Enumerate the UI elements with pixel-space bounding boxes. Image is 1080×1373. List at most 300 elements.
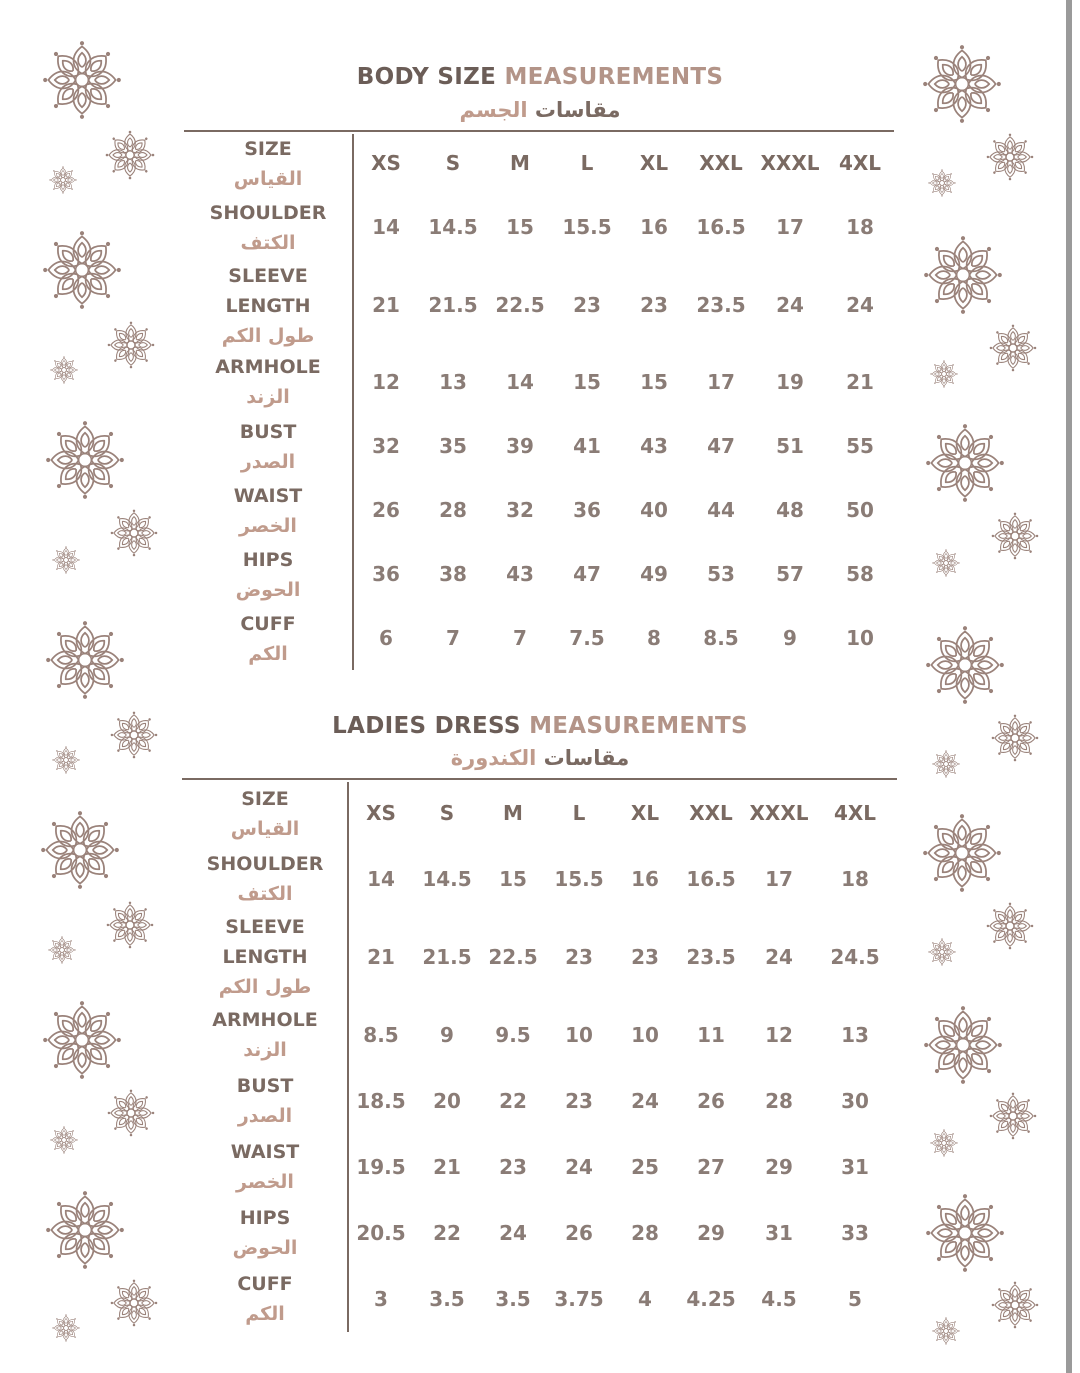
row-label-ar: الحوض — [232, 1237, 298, 1259]
row-label-waist — [193, 481, 343, 541]
ornament-petal — [63, 1330, 69, 1341]
ornament-petal — [108, 340, 127, 350]
table-cell: 7.5 — [569, 626, 605, 650]
ornament-petal — [63, 562, 69, 573]
ornament-petal — [1005, 930, 1015, 949]
ornament-petal — [1008, 1093, 1018, 1112]
table-cell: 21 — [846, 370, 874, 394]
ornament-petal — [46, 652, 78, 669]
body-table-column-rule — [352, 134, 354, 670]
dress-title-part2: MEASUREMENTS — [529, 713, 748, 739]
row-label-en: BUST — [239, 421, 297, 443]
table-cell: 14.5 — [428, 215, 478, 239]
table-cell: 23 — [631, 945, 659, 969]
size-header-xxxl: XXXL — [749, 801, 809, 825]
ornament-petal — [948, 1328, 959, 1334]
ornament-petal — [61, 356, 67, 367]
ornament-petal — [68, 1325, 79, 1331]
size-header-xxl: XXL — [699, 151, 743, 175]
dress-table-subtitle — [0, 746, 1080, 770]
ornament-petal — [939, 185, 945, 196]
row-label-bust — [193, 417, 343, 477]
table-cell: 3 — [374, 1287, 388, 1311]
ornament-petal — [1005, 903, 1015, 922]
table-cell: 14 — [506, 370, 534, 394]
ornament-petal — [77, 1236, 94, 1268]
ornament-petal — [957, 424, 974, 456]
table-cell: 10 — [565, 1023, 593, 1047]
body-subtitle-part1: الجسم — [459, 98, 528, 122]
table-cell: 4.25 — [686, 1287, 736, 1311]
table-cell: 31 — [765, 1221, 793, 1245]
table-cell: 47 — [573, 562, 601, 586]
table-cell: 22.5 — [488, 945, 538, 969]
table-cell: 22 — [433, 1221, 461, 1245]
ornament-petal — [107, 920, 126, 930]
table-cell: 13 — [439, 370, 467, 394]
row-label-ar: الكتف — [240, 232, 296, 254]
ornament-petal — [987, 152, 1006, 162]
row-label-en: WAIST — [233, 485, 303, 507]
row-label-en-line2: LENGTH — [225, 295, 311, 317]
table-cell: 8.5 — [703, 626, 739, 650]
table-cell: 43 — [506, 562, 534, 586]
row-label-en-line2: LENGTH — [222, 946, 308, 968]
table-cell: 18 — [841, 867, 869, 891]
ornament-petal — [88, 262, 120, 279]
ornament-petal — [1014, 921, 1033, 931]
table-cell: 21.5 — [428, 293, 478, 317]
ornament-petal — [74, 276, 91, 308]
dress-subtitle-part1: الكندورة — [450, 746, 537, 770]
row-label-shoulder — [193, 198, 343, 258]
floral-ornament-icon — [45, 420, 125, 504]
table-cell: 18.5 — [356, 1089, 406, 1113]
floral-ornament-icon — [40, 810, 120, 894]
ornament-petal — [134, 920, 153, 930]
ornament-petal — [928, 180, 939, 186]
ornament-petal — [955, 1006, 972, 1038]
row-label-hips — [193, 545, 343, 605]
table-cell: 29 — [697, 1221, 725, 1245]
table-cell: 24 — [631, 1089, 659, 1113]
row-label-shoulder — [190, 849, 340, 909]
row-label-en: SLEEVE — [225, 916, 305, 938]
table-cell: 21 — [367, 945, 395, 969]
row-label-ar: طول الكم — [221, 325, 315, 347]
ornament-petal — [129, 1280, 139, 1299]
ornament-petal — [939, 169, 945, 180]
row-label-en: BUST — [236, 1075, 294, 1097]
dress-table-top-rule — [182, 778, 897, 780]
ornament-petal — [969, 267, 1001, 284]
ornament-petal — [46, 452, 78, 469]
ornament-petal — [59, 952, 65, 963]
ornament-petal — [957, 1239, 974, 1271]
floral-ornament-icon — [52, 546, 80, 578]
table-cell: 22 — [499, 1089, 527, 1113]
table-cell: 7 — [513, 626, 527, 650]
ornament-petal — [990, 343, 1009, 353]
ornament-petal — [1019, 1300, 1038, 1310]
ornament-petal — [992, 1300, 1011, 1310]
table-cell: 28 — [439, 498, 467, 522]
ornament-petal — [106, 150, 126, 161]
ornament-petal — [129, 510, 139, 529]
table-cell: 47 — [707, 434, 735, 458]
row-label-sleeve — [190, 912, 340, 1002]
ornament-petal — [1017, 1111, 1036, 1121]
table-cell: 4.5 — [761, 1287, 797, 1311]
table-cell: 12 — [372, 370, 400, 394]
ornament-petal — [928, 949, 939, 955]
row-label-hips — [190, 1203, 340, 1263]
ornament-petal — [926, 1225, 958, 1242]
table-cell: 57 — [776, 562, 804, 586]
ornament-petal — [932, 1328, 943, 1334]
dress-table-column-rule — [347, 782, 349, 1332]
ornament-petal — [930, 371, 941, 377]
body-table-title — [0, 64, 1080, 90]
floral-ornament-icon — [932, 549, 960, 581]
table-cell: 36 — [573, 498, 601, 522]
ornament-petal — [50, 1137, 61, 1143]
table-cell: 41 — [573, 434, 601, 458]
floral-ornament-icon — [52, 1314, 80, 1346]
table-cell: 28 — [765, 1089, 793, 1113]
table-cell: 17 — [707, 370, 735, 394]
floral-ornament-icon — [989, 324, 1037, 376]
ornament-petal — [955, 281, 972, 313]
table-cell: 20 — [433, 1089, 461, 1113]
floral-ornament-icon — [925, 1193, 1005, 1277]
ornament-petal — [126, 349, 136, 368]
table-cell: 24 — [776, 293, 804, 317]
size-header-l: L — [580, 151, 594, 175]
size-header-xs: XS — [371, 151, 401, 175]
size-header-m: M — [503, 801, 523, 825]
table-cell: 19.5 — [356, 1155, 406, 1179]
row-label-ar: الخصر — [239, 515, 297, 537]
table-cell: 9.5 — [495, 1023, 531, 1047]
table-cell: 25 — [631, 1155, 659, 1179]
ornament-petal — [943, 549, 949, 560]
row-label-ar: الصدر — [240, 451, 296, 473]
ornament-petal — [992, 531, 1011, 541]
floral-ornament-icon — [930, 1129, 958, 1161]
table-cell: 6 — [379, 626, 393, 650]
table-cell: 17 — [776, 215, 804, 239]
floral-ornament-icon — [50, 356, 78, 388]
ornament-petal — [59, 936, 65, 947]
ornament-petal — [955, 236, 972, 268]
floral-ornament-icon — [986, 133, 1034, 185]
row-label-en: SHOULDER — [206, 853, 324, 875]
ornament-petal — [948, 560, 959, 566]
row-label-waist — [190, 1137, 340, 1197]
row-label-en: ARMHOLE — [215, 356, 321, 378]
ornament-petal — [91, 1222, 123, 1239]
size-header-xxl: XXL — [689, 801, 733, 825]
row-label-en: SLEEVE — [228, 265, 308, 287]
ornament-petal — [126, 1090, 136, 1109]
ornament-petal — [52, 1325, 63, 1331]
floral-ornament-icon — [930, 360, 958, 392]
ornament-petal — [126, 322, 136, 341]
floral-ornament-icon — [991, 512, 1039, 564]
floral-ornament-icon — [49, 166, 77, 198]
ornament-petal — [941, 376, 947, 387]
ornament-petal — [941, 360, 947, 371]
ornament-petal — [129, 1307, 139, 1326]
table-cell: 36 — [372, 562, 400, 586]
table-cell: 44 — [707, 498, 735, 522]
size-header-xl: XL — [630, 801, 660, 825]
row-label-cuff — [193, 609, 343, 669]
table-cell: 51 — [776, 434, 804, 458]
floral-ornament-icon — [50, 1126, 78, 1158]
dress-subtitle-part2: مقاسات — [543, 746, 630, 770]
table-cell: 19 — [776, 370, 804, 394]
table-cell: 53 — [707, 562, 735, 586]
row-label-ar: الخصر — [236, 1171, 294, 1193]
table-cell: 14 — [367, 867, 395, 891]
table-cell: 50 — [846, 498, 874, 522]
ornament-petal — [60, 166, 66, 177]
ornament-petal — [72, 811, 89, 843]
row-label-bust — [190, 1071, 340, 1131]
table-cell: 4 — [638, 1287, 652, 1311]
floral-ornament-icon — [925, 423, 1005, 507]
row-label-ar: الكتف — [237, 883, 293, 905]
body-title-part1: BODY SIZE — [356, 64, 497, 90]
table-cell: 3.5 — [429, 1287, 465, 1311]
table-cell: 23.5 — [686, 945, 736, 969]
table-cell: 9 — [440, 1023, 454, 1047]
row-label-ar: الحوض — [235, 579, 301, 601]
ornament-petal — [924, 1037, 956, 1054]
ornament-petal — [1008, 352, 1018, 371]
size-label-en: SIZE — [241, 788, 289, 810]
table-cell: 23 — [499, 1155, 527, 1179]
ornament-petal — [957, 626, 974, 658]
floral-ornament-icon — [932, 1317, 960, 1349]
size-header-m: M — [510, 151, 530, 175]
row-label-en: WAIST — [230, 1141, 300, 1163]
ornament-petal — [108, 1108, 127, 1118]
ornament-petal — [86, 842, 118, 859]
table-cell: 24 — [846, 293, 874, 317]
ornament-petal — [41, 842, 73, 859]
ornament-petal — [926, 455, 958, 472]
row-label-en: HIPS — [242, 549, 294, 571]
ornament-petal — [946, 371, 957, 377]
ornament-petal — [990, 1111, 1009, 1121]
floral-ornament-icon — [105, 130, 155, 184]
ornament-petal — [971, 455, 1003, 472]
table-cell: 15 — [499, 867, 527, 891]
ornament-petal — [971, 657, 1003, 674]
table-cell: 7 — [446, 626, 460, 650]
size-row-label — [190, 784, 340, 844]
table-cell: 24 — [499, 1221, 527, 1245]
ornament-petal — [46, 1222, 78, 1239]
ornament-petal — [74, 231, 91, 263]
ornament-petal — [1008, 325, 1018, 344]
table-cell: 26 — [565, 1221, 593, 1245]
size-header-xl: XL — [639, 151, 669, 175]
row-label-en: CUFF — [240, 613, 296, 635]
table-cell: 21.5 — [422, 945, 472, 969]
ornament-petal — [61, 372, 67, 383]
body-table-top-rule — [184, 130, 894, 132]
ornament-petal — [1010, 513, 1020, 532]
ornament-petal — [66, 1137, 77, 1143]
table-cell: 24.5 — [830, 945, 880, 969]
table-cell: 48 — [776, 498, 804, 522]
table-cell: 20.5 — [356, 1221, 406, 1245]
table-cell: 14.5 — [422, 867, 472, 891]
ornament-petal — [91, 452, 123, 469]
ornament-petal — [943, 1317, 949, 1328]
table-cell: 10 — [631, 1023, 659, 1047]
floral-ornament-icon — [106, 901, 154, 953]
ornament-petal — [1005, 134, 1015, 153]
ornament-petal — [1005, 161, 1015, 180]
size-label-en: SIZE — [244, 138, 292, 160]
ornament-petal — [1019, 531, 1038, 541]
ornament-petal — [125, 929, 135, 948]
ornament-petal — [77, 621, 94, 653]
table-cell: 24 — [765, 945, 793, 969]
ornament-petal — [66, 367, 77, 373]
ornament-petal — [944, 949, 955, 955]
table-cell: 11 — [697, 1023, 725, 1047]
ornament-petal — [957, 469, 974, 501]
ornament-petal — [111, 528, 130, 538]
ornament-petal — [61, 1126, 67, 1137]
ornament-petal — [939, 938, 945, 949]
table-cell: 38 — [439, 562, 467, 586]
size-label-ar: القياس — [233, 168, 303, 190]
table-cell: 15.5 — [562, 215, 612, 239]
row-label-ar: طول الكم — [218, 976, 312, 998]
ornament-petal — [134, 150, 154, 161]
table-cell: 24 — [565, 1155, 593, 1179]
ornament-petal — [957, 671, 974, 703]
body-title-part2: MEASUREMENTS — [504, 64, 724, 90]
floral-ornament-icon — [989, 1092, 1037, 1144]
ornament-petal — [129, 537, 139, 556]
ornament-petal — [955, 1051, 972, 1083]
table-cell: 55 — [846, 434, 874, 458]
floral-ornament-icon — [922, 813, 1002, 897]
ornament-petal — [135, 1108, 154, 1118]
table-cell: 39 — [506, 434, 534, 458]
ornament-petal — [63, 1314, 69, 1325]
table-cell: 28 — [631, 1221, 659, 1245]
table-cell: 15 — [573, 370, 601, 394]
size-header-s: S — [445, 151, 461, 175]
ornament-petal — [72, 856, 89, 888]
ornament-petal — [91, 652, 123, 669]
row-label-armhole — [193, 352, 343, 412]
ornament-petal — [138, 528, 157, 538]
table-cell: 58 — [846, 562, 874, 586]
ornament-petal — [111, 1298, 130, 1308]
row-label-armhole — [190, 1005, 340, 1065]
size-header-xs: XS — [366, 801, 396, 825]
table-cell: 12 — [765, 1023, 793, 1047]
ornament-petal — [77, 666, 94, 698]
ornament-petal — [924, 267, 956, 284]
table-cell: 23 — [565, 945, 593, 969]
table-cell: 15 — [640, 370, 668, 394]
ornament-petal — [77, 466, 94, 498]
ornament-petal — [943, 1333, 949, 1344]
table-cell: 31 — [841, 1155, 869, 1179]
floral-ornament-icon — [48, 936, 76, 968]
size-header-l: L — [572, 801, 586, 825]
ornament-petal — [88, 1032, 120, 1049]
table-cell: 27 — [697, 1155, 725, 1179]
floral-ornament-icon — [991, 1281, 1039, 1333]
ornament-petal — [43, 1032, 75, 1049]
table-cell: 3.75 — [554, 1287, 604, 1311]
ornament-petal — [77, 421, 94, 453]
ornament-petal — [969, 1037, 1001, 1054]
table-cell: 9 — [783, 626, 797, 650]
size-label-ar: القياس — [230, 818, 300, 840]
ornament-petal — [138, 1298, 157, 1308]
table-cell: 23.5 — [696, 293, 746, 317]
dress-title-part1: LADIES DRESS — [332, 713, 521, 739]
page-edge-bar — [1066, 0, 1072, 1373]
table-cell: 16 — [640, 215, 668, 239]
table-cell: 32 — [506, 498, 534, 522]
ornament-petal — [946, 1140, 957, 1146]
table-cell: 15.5 — [554, 867, 604, 891]
ornament-petal — [125, 902, 135, 921]
ornament-petal — [52, 557, 63, 563]
table-cell: 29 — [765, 1155, 793, 1179]
table-cell: 33 — [841, 1221, 869, 1245]
row-label-ar: الصدر — [237, 1105, 293, 1127]
table-cell: 22.5 — [495, 293, 545, 317]
ornament-petal — [971, 1225, 1003, 1242]
table-cell: 15 — [506, 215, 534, 239]
table-cell: 8.5 — [363, 1023, 399, 1047]
ornament-petal — [77, 1191, 94, 1223]
ornament-petal — [944, 180, 955, 186]
ornament-petal — [74, 1001, 91, 1033]
table-cell: 23 — [573, 293, 601, 317]
ornament-petal — [125, 131, 136, 151]
table-cell: 43 — [640, 434, 668, 458]
size-header-4xl: 4XL — [833, 801, 877, 825]
body-subtitle-part2: مقاسات — [534, 98, 621, 122]
table-cell: 14 — [372, 215, 400, 239]
table-cell: 17 — [765, 867, 793, 891]
body-table-subtitle — [0, 98, 1080, 122]
table-cell: 16 — [631, 867, 659, 891]
floral-ornament-icon — [925, 625, 1005, 709]
row-label-sleeve — [193, 261, 343, 351]
ornament-petal — [1014, 152, 1033, 162]
size-header-xxxl: XXXL — [760, 151, 820, 175]
ornament-petal — [125, 159, 136, 179]
ornament-petal — [60, 182, 66, 193]
